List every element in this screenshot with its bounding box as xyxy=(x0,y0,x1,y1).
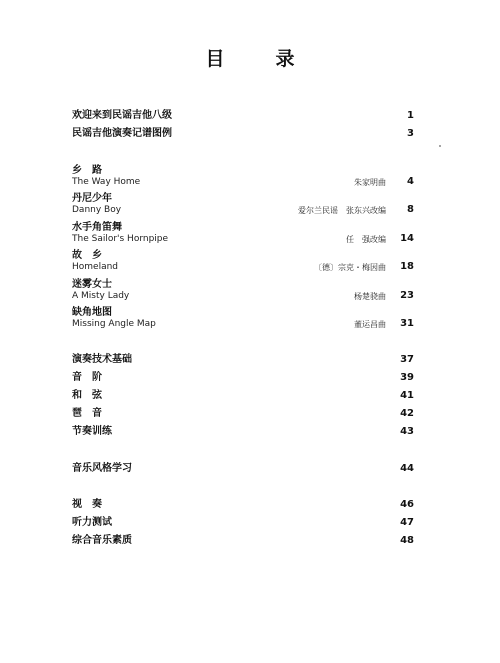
entry-page: 43 xyxy=(400,426,414,437)
toc-piece-entry[interactable] xyxy=(72,222,414,245)
entry-title: 演奏技术基础 xyxy=(72,354,132,365)
piece-page: 31 xyxy=(400,318,414,329)
piece-credit: 〔德〕宗克・梅因曲 xyxy=(314,263,386,272)
toc-entry[interactable] xyxy=(72,390,414,402)
piece-credit: 杨楚骁曲 xyxy=(354,292,386,301)
entry-page: 42 xyxy=(400,408,414,419)
toc-entry[interactable] xyxy=(72,535,414,547)
piece-credit: 任 强改编 xyxy=(346,235,386,244)
toc-piece-entry[interactable] xyxy=(72,307,414,330)
toc-entry[interactable] xyxy=(72,128,414,140)
piece-page: 8 xyxy=(407,204,414,215)
piece-title: 故 乡 xyxy=(72,250,102,261)
entry-page: 41 xyxy=(400,390,414,401)
entry-page: 47 xyxy=(400,517,414,528)
entry-title: 和 弦 xyxy=(72,390,102,401)
entry-title: 节奏训练 xyxy=(72,426,112,437)
piece-title: 缺角地图 xyxy=(72,307,112,318)
toc-entry[interactable] xyxy=(72,463,414,475)
piece-english-title: Missing Angle Map xyxy=(72,319,156,329)
piece-page: 4 xyxy=(407,176,414,187)
entry-page: 37 xyxy=(400,354,414,365)
piece-credit: 爱尔兰民谣 张东兴改编 xyxy=(298,206,386,215)
entry-page: 39 xyxy=(400,372,414,383)
entry-title: 琶 音 xyxy=(72,408,102,419)
piece-credit: 董运昌曲 xyxy=(354,320,386,329)
piece-credit: 朱家明曲 xyxy=(354,178,386,187)
piece-title: 水手角笛舞 xyxy=(72,222,122,233)
piece-english-title: The Way Home xyxy=(72,177,141,187)
piece-title: 迷雾女士 xyxy=(72,279,112,290)
piece-title: 丹尼少年 xyxy=(72,193,112,204)
entry-page: 48 xyxy=(400,535,414,546)
toc-entry[interactable] xyxy=(72,517,414,529)
entry-title: 音乐风格学习 xyxy=(72,463,132,474)
toc-entry[interactable] xyxy=(72,354,414,366)
entry-title: 民谣吉他演奏记谱图例 xyxy=(72,128,172,139)
toc-entry[interactable] xyxy=(72,426,414,438)
entry-page: 46 xyxy=(400,499,414,510)
piece-page: 14 xyxy=(400,233,414,244)
toc-entry[interactable] xyxy=(72,372,414,384)
entry-title: 欢迎来到民谣吉他八级 xyxy=(72,110,172,121)
stray-dot xyxy=(439,145,441,147)
entry-title: 视 奏 xyxy=(72,499,102,510)
toc-entry[interactable] xyxy=(72,499,414,511)
entry-title: 音 阶 xyxy=(72,372,102,383)
entry-title: 综合音乐素质 xyxy=(72,535,132,546)
entry-page: 1 xyxy=(407,110,414,121)
toc-piece-entry[interactable] xyxy=(72,279,414,302)
piece-page: 23 xyxy=(400,290,414,301)
piece-title: 乡 路 xyxy=(72,165,102,176)
piece-english-title: Homeland xyxy=(72,262,119,272)
piece-english-title: A Misty Lady xyxy=(72,291,130,301)
toc-piece-entry[interactable] xyxy=(72,193,414,216)
toc-piece-entry[interactable] xyxy=(72,165,414,188)
toc-entry[interactable] xyxy=(72,110,414,122)
entry-title: 听力测试 xyxy=(72,517,112,528)
entry-page: 3 xyxy=(407,128,414,139)
piece-english-title: Danny Boy xyxy=(72,205,122,215)
toc-piece-entry[interactable] xyxy=(72,250,414,273)
entry-page: 44 xyxy=(400,463,414,474)
toc-entry[interactable] xyxy=(72,408,414,420)
page-title: 目 录 xyxy=(205,48,311,70)
piece-english-title: The Sailor's Hornpipe xyxy=(72,234,169,244)
piece-page: 18 xyxy=(400,261,414,272)
